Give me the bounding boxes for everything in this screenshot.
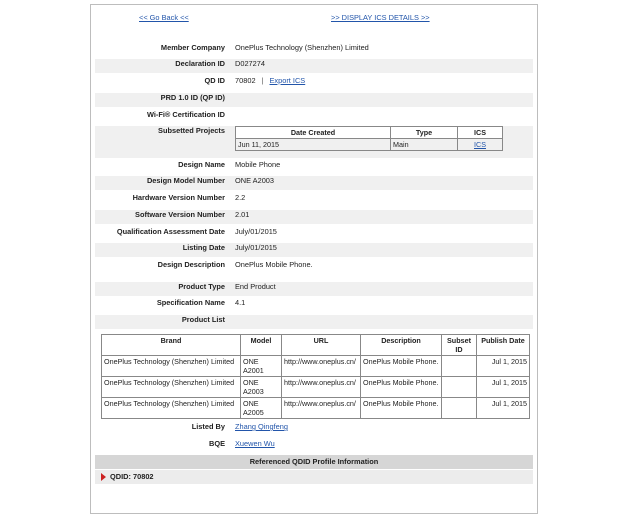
column-header: Model: [241, 335, 282, 356]
field-value: End Product: [235, 282, 276, 291]
field-label: Product Type: [178, 282, 225, 291]
url-cell: http://www.oneplus.cn/: [282, 398, 361, 419]
table-header-row: [236, 127, 503, 139]
field-label: Design Model Number: [146, 176, 225, 185]
publish-date-cell: Jul 1, 2015: [477, 398, 530, 419]
field-value: 4.1: [235, 298, 246, 307]
go-back-link[interactable]: << Go Back <<: [139, 13, 189, 22]
ics-link[interactable]: ICS: [474, 140, 486, 149]
column-header: Description: [361, 335, 442, 356]
brand-cell: OnePlus Technology (Shenzhen) Limited: [102, 377, 241, 398]
brand-cell: OnePlus Technology (Shenzhen) Limited: [102, 356, 241, 377]
column-header: Type: [391, 127, 458, 139]
field-design-name: [95, 160, 533, 174]
field-label: Wi-Fi® Certification ID: [146, 110, 225, 119]
column-header: Brand: [102, 335, 241, 356]
model-cell: ONE A2003: [241, 377, 282, 398]
field-listing-date: [95, 243, 533, 257]
field-label: PRD 1.0 ID (QP ID): [160, 93, 225, 102]
field-value: July/01/2015: [235, 243, 277, 252]
brand-cell: OnePlus Technology (Shenzhen) Limited: [102, 398, 241, 419]
description-cell: OnePlus Mobile Phone.: [361, 356, 442, 377]
date-created-cell: Jun 11, 2015: [236, 139, 391, 151]
publish-date-cell: Jul 1, 2015: [477, 377, 530, 398]
type-cell: Main: [391, 139, 458, 151]
field-value: 2.01: [235, 210, 250, 219]
field-bqe: [95, 439, 533, 453]
top-navigation: [91, 13, 537, 25]
field-label: Qualification Assessment Date: [116, 227, 225, 236]
field-design-model-number: [95, 176, 533, 190]
field-product-list: [95, 315, 533, 329]
field-member-company: [95, 43, 533, 57]
model-cell: ONE A2005: [241, 398, 282, 419]
export-ics-link[interactable]: Export ICS: [269, 76, 306, 85]
field-label: Subsetted Projects: [158, 126, 225, 135]
field-prd-id: [95, 93, 533, 107]
field-value: OnePlus Technology (Shenzhen) Limited: [235, 43, 369, 52]
declaration-details-panel: [90, 4, 538, 514]
field-label: Listed By: [191, 422, 225, 431]
subset-id-cell: [442, 398, 477, 419]
field-design-description: [95, 260, 533, 280]
field-value: [235, 76, 305, 85]
field-label: Design Description: [157, 260, 225, 269]
display-ics-details-link[interactable]: >> DISPLAY ICS DETAILS >>: [331, 13, 430, 22]
column-header: Subset ID: [442, 335, 477, 356]
field-label: Listing Date: [182, 243, 225, 252]
field-value: 2.2: [235, 193, 246, 202]
qd-id-value: 70802: [235, 76, 256, 85]
field-label: QD ID: [204, 76, 225, 85]
subsetted-projects-table: [235, 126, 503, 151]
table-row: [102, 398, 530, 419]
table-row: [236, 139, 503, 151]
table-row: [102, 377, 530, 398]
field-wifi-certification-id: [95, 110, 533, 124]
table-header-row: [102, 335, 530, 356]
field-qd-id: [95, 76, 533, 90]
description-cell: OnePlus Mobile Phone.: [361, 377, 442, 398]
field-listed-by: [95, 422, 533, 436]
referenced-qdid-header: Referenced QDID Profile Information: [95, 455, 533, 469]
ics-cell: [458, 139, 503, 151]
field-hardware-version-number: [95, 193, 533, 207]
column-header: Date Created: [236, 127, 391, 139]
url-cell: http://www.oneplus.cn/: [282, 356, 361, 377]
field-value: July/01/2015: [235, 227, 277, 236]
field-declaration-id: [95, 59, 533, 73]
field-specification-name: [95, 298, 533, 312]
field-value: ONE A2003: [235, 176, 275, 185]
field-label: Product List: [181, 315, 225, 324]
field-value: Mobile Phone: [235, 160, 281, 169]
field-label: Hardware Version Number: [132, 193, 225, 202]
field-label: Declaration ID: [175, 59, 225, 68]
model-cell: ONE A2001: [241, 356, 282, 377]
field-product-type: [95, 282, 533, 296]
field-label: BQE: [208, 439, 225, 448]
publish-date-cell: Jul 1, 2015: [477, 356, 530, 377]
field-software-version-number: [95, 210, 533, 224]
field-label: Member Company: [160, 43, 225, 52]
description-cell: OnePlus Mobile Phone.: [361, 398, 442, 419]
column-header: ICS: [458, 127, 503, 139]
field-label: Software Version Number: [135, 210, 225, 219]
field-value: OnePlus Mobile Phone.: [235, 260, 313, 269]
qdid-label: QDID: 70802: [110, 472, 154, 481]
subset-id-cell: [442, 356, 477, 377]
field-value: D027274: [235, 59, 265, 68]
column-header: Publish Date: [477, 335, 530, 356]
listed-by-link[interactable]: Zhang Qingfeng: [235, 422, 289, 431]
bqe-link[interactable]: Xuewen Wu: [235, 439, 275, 448]
field-label: Design Name: [178, 160, 225, 169]
table-row: [102, 356, 530, 377]
column-header: URL: [282, 335, 361, 356]
field-label: Specification Name: [156, 298, 225, 307]
subset-id-cell: [442, 377, 477, 398]
field-qualification-assessment-date: [95, 227, 533, 241]
qdid-expander[interactable]: [95, 470, 533, 484]
separator: |: [261, 76, 264, 85]
url-cell: http://www.oneplus.cn/: [282, 377, 361, 398]
product-list-table: [101, 334, 530, 419]
expand-arrow-icon[interactable]: [101, 473, 106, 481]
